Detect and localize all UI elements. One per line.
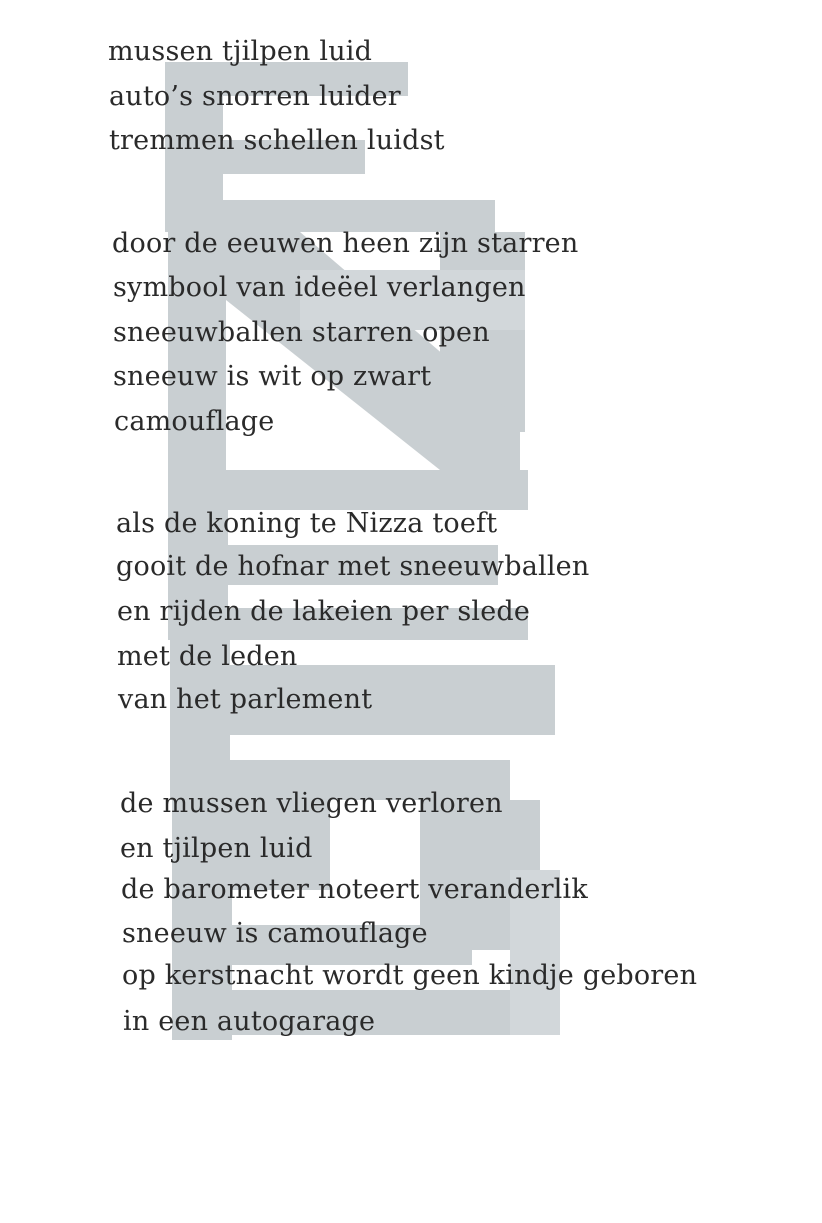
poem-line: de mussen vliegen verloren — [120, 788, 503, 819]
poem-line: symbool van ideëel verlangen — [113, 272, 526, 303]
poem-line: op kerstnacht wordt geen kindje geboren — [122, 960, 698, 991]
poem-line: auto’s snorren luider — [109, 81, 401, 112]
poem-line: met de leden — [117, 641, 298, 672]
poem-line: in een autogarage — [123, 1006, 376, 1037]
poem-line: gooit de hofnar met sneeuwballen — [116, 551, 590, 582]
poem-line: als de koning te Nizza toeft — [116, 508, 498, 539]
poem-line: sneeuwballen starren open — [113, 317, 490, 348]
poem-line: camouflage — [114, 406, 275, 437]
poem-line: tremmen schellen luidst — [109, 125, 445, 156]
poem-line: de barometer noteert veranderlik — [121, 874, 588, 905]
poem-line: sneeuw is camouflage — [122, 918, 428, 949]
poem-line: van het parlement — [118, 684, 373, 715]
poem-line: en rijden de lakeien per slede — [117, 596, 531, 627]
poem-line: mussen tjilpen luid — [108, 36, 373, 67]
poem-line: en tjilpen luid — [120, 833, 313, 864]
poem-line: sneeuw is wit op zwart — [113, 361, 432, 392]
poem-line: door de eeuwen heen zijn starren — [112, 228, 579, 259]
